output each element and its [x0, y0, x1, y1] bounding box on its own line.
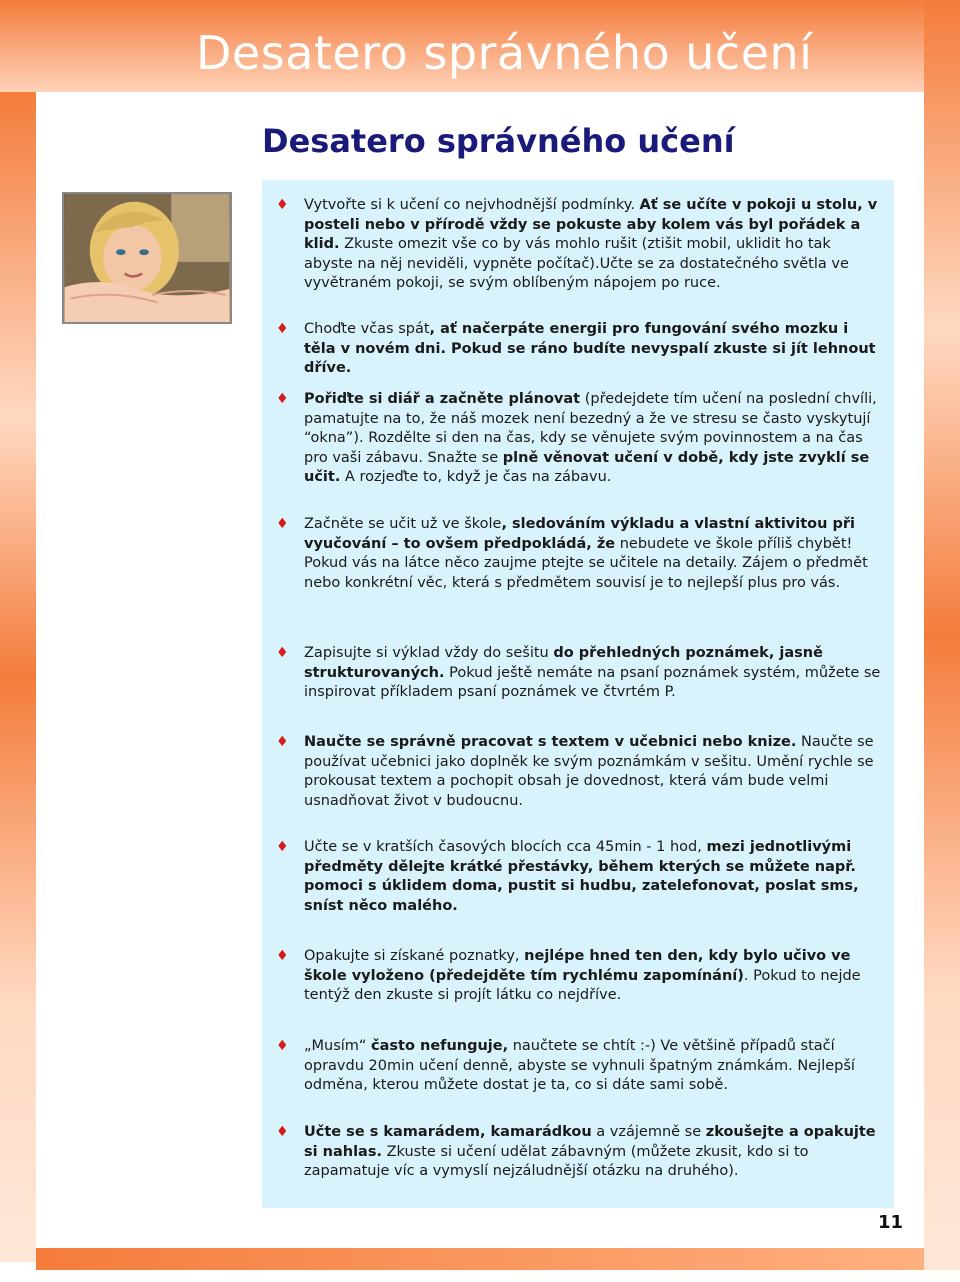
- page-number: 11: [878, 1212, 904, 1233]
- tip-segment: (předejdete tím učení na poslední chvíli, pamatujte na to, že náš mozek není bezedný a že ve stresu se často vyskytují “okna”). Rozdělte si den na čas, kdy se věnujete svým povinnostem a na čas pro vaši zábavu. Snažte se: [304, 391, 877, 466]
- right-frame-band: [924, 0, 960, 1270]
- tip-text: [304, 838, 884, 916]
- tip-segment-bold: Učte se s kamarádem, kamarádkou: [304, 1124, 592, 1140]
- diamond-bullet-icon: ♦: [276, 197, 289, 213]
- tip-segment: „Musím“: [304, 1038, 372, 1054]
- tip-segment: Zkuste si učení udělat zábavným (můžete zkusit, kdo si to zapamatuje víc a vymyslí nejzáludnější otázku na druhého).: [304, 1143, 809, 1180]
- tip-segment: A rozjeďte to, když je čas na zábavu.: [340, 469, 612, 486]
- tip-segment-bold: do přehledných poznámek, jasně strukturovaných.: [304, 645, 823, 681]
- tip-segment-bold: Pořiďte si diář a začněte plánovat: [304, 391, 581, 407]
- tip-segment: Choďte včas spát: [304, 321, 430, 337]
- bottom-band: [36, 1248, 924, 1270]
- diamond-bullet-icon: ♦: [276, 1124, 289, 1140]
- tip-segment: Opakujte si získané poznatky,: [304, 948, 525, 964]
- page-title: Desatero správného učení: [262, 122, 735, 160]
- left-frame-band: [0, 92, 36, 1262]
- diamond-bullet-icon: ♦: [276, 1038, 289, 1054]
- tip-item: [276, 838, 884, 916]
- diamond-bullet-icon: ♦: [276, 734, 289, 750]
- tip-text: [304, 1037, 884, 1096]
- tip-segment-bold: nejlépe hned ten den, kdy bylo učivo ve škole vyloženo (předejděte tím rychlému zapomínání): [304, 948, 851, 984]
- diamond-bullet-icon: ♦: [276, 948, 289, 964]
- tip-segment: a vzájemně se: [591, 1124, 706, 1140]
- tip-segment: nebudete ve škole příliš chybět! Pokud vás na látce něco zaujme ptejte se učitele na detaily. Zájem o předmět nebo konkrétní věc, která s předmětem souvisí je to nejlepší plus pro vás.: [304, 535, 868, 591]
- tip-segment: Zkuste omezit vše co by vás mohlo rušit (ztišit mobil, uklidit ho tak abyste na něj neviděli, vypněte počítač).Učte se za dostatečného světla ve vyvětraném pokoji, se svým oblíbeným nápojem po ruce.: [304, 236, 849, 292]
- tip-item: [276, 320, 884, 379]
- tip-text: [304, 515, 884, 593]
- tip-segment: Vytvořte si k učení co nejvhodnější podmínky.: [304, 197, 640, 213]
- tip-text: [304, 320, 884, 379]
- tip-segment-bold: plně věnovat učení v době, kdy jste zvyklí se učit.: [304, 449, 870, 486]
- header-title: Desatero správného učení: [196, 26, 813, 80]
- tip-segment: Zapisujte si výklad vždy do sešitu: [304, 645, 554, 661]
- tip-text: [304, 1123, 884, 1182]
- tip-segment-bold: často nefunguje,: [371, 1038, 509, 1054]
- tip-item: [276, 1037, 884, 1096]
- tip-segment: Naučte se používat učebnici jako doplněk ke svým poznámkám v sešitu. Umění rychle se prokousat textem a pochopit obsah je dovednost, která vám bude velmi usnadňovat život v budoucnu.: [304, 734, 874, 809]
- tip-segment: naučtete se chtít :-) Ve většině případů stačí opravdu 20min učení denně, abyste se vyhnuli špatným známkám. Nejlepší odměna, kterou můžete dostat je ta, co si dáte sami sobě.: [304, 1038, 855, 1094]
- tip-item: [276, 515, 884, 593]
- diamond-bullet-icon: ♦: [276, 321, 289, 337]
- tip-item: [276, 644, 884, 703]
- tip-segment: Pokud ještě nemáte na psaní poznámek systém, můžete se inspirovat příkladem psaní poznámek ve čtvrtém P.: [304, 664, 881, 701]
- tip-segment: Učte se v kratších časových blocích cca 45min - 1 hod,: [304, 839, 707, 855]
- tip-segment-bold: Naučte se správně pracovat s textem v učebnici nebo knize.: [304, 734, 797, 750]
- diamond-bullet-icon: ♦: [276, 645, 289, 661]
- tip-segment-bold: mezi jednotlivými předměty dělejte krátké přestávky, během kterých se můžete např. pomoci s úklidem doma, pustit si hudbu, zatelefonovat, poslat sms, sníst něco malého.: [304, 839, 859, 914]
- tip-item: [276, 733, 884, 811]
- girl-photo-illustration: [64, 194, 230, 322]
- tip-segment-bold: Ať se učíte v pokoji u stolu, v posteli nebo v přírodě vždy se pokuste aby kolem vás byl pořádek a klid.: [304, 197, 878, 253]
- tip-item: [276, 947, 884, 1006]
- diamond-bullet-icon: ♦: [276, 516, 289, 532]
- tip-text: [304, 196, 884, 294]
- tip-item: [276, 390, 884, 488]
- diamond-bullet-icon: ♦: [276, 839, 289, 855]
- tip-text: [304, 947, 884, 1006]
- tip-segment: Začněte se učit už ve škole: [304, 516, 502, 532]
- tip-item: [276, 1123, 884, 1182]
- tip-text: [304, 390, 884, 488]
- tip-text: [304, 644, 884, 703]
- tip-segment: . Pokud to nejde tentýž den zkuste si projít látku co nejdříve.: [304, 967, 861, 1004]
- diamond-bullet-icon: ♦: [276, 391, 289, 407]
- tip-segment-bold: , ať načerpáte energii pro fungování svého mozku i těla v novém dni. Pokud se ráno budíte nevyspalí zkuste si jít lehnout dříve.: [304, 321, 876, 377]
- tip-segment-bold: , sledováním výkladu a vlastní aktivitou při vyučování – to ovšem předpokládá, že: [304, 516, 855, 552]
- tip-segment-bold: zkoušejte a opakujte si nahlas.: [304, 1124, 876, 1160]
- tip-text: [304, 733, 884, 811]
- girl-photo: [62, 192, 232, 324]
- tip-item: [276, 196, 884, 294]
